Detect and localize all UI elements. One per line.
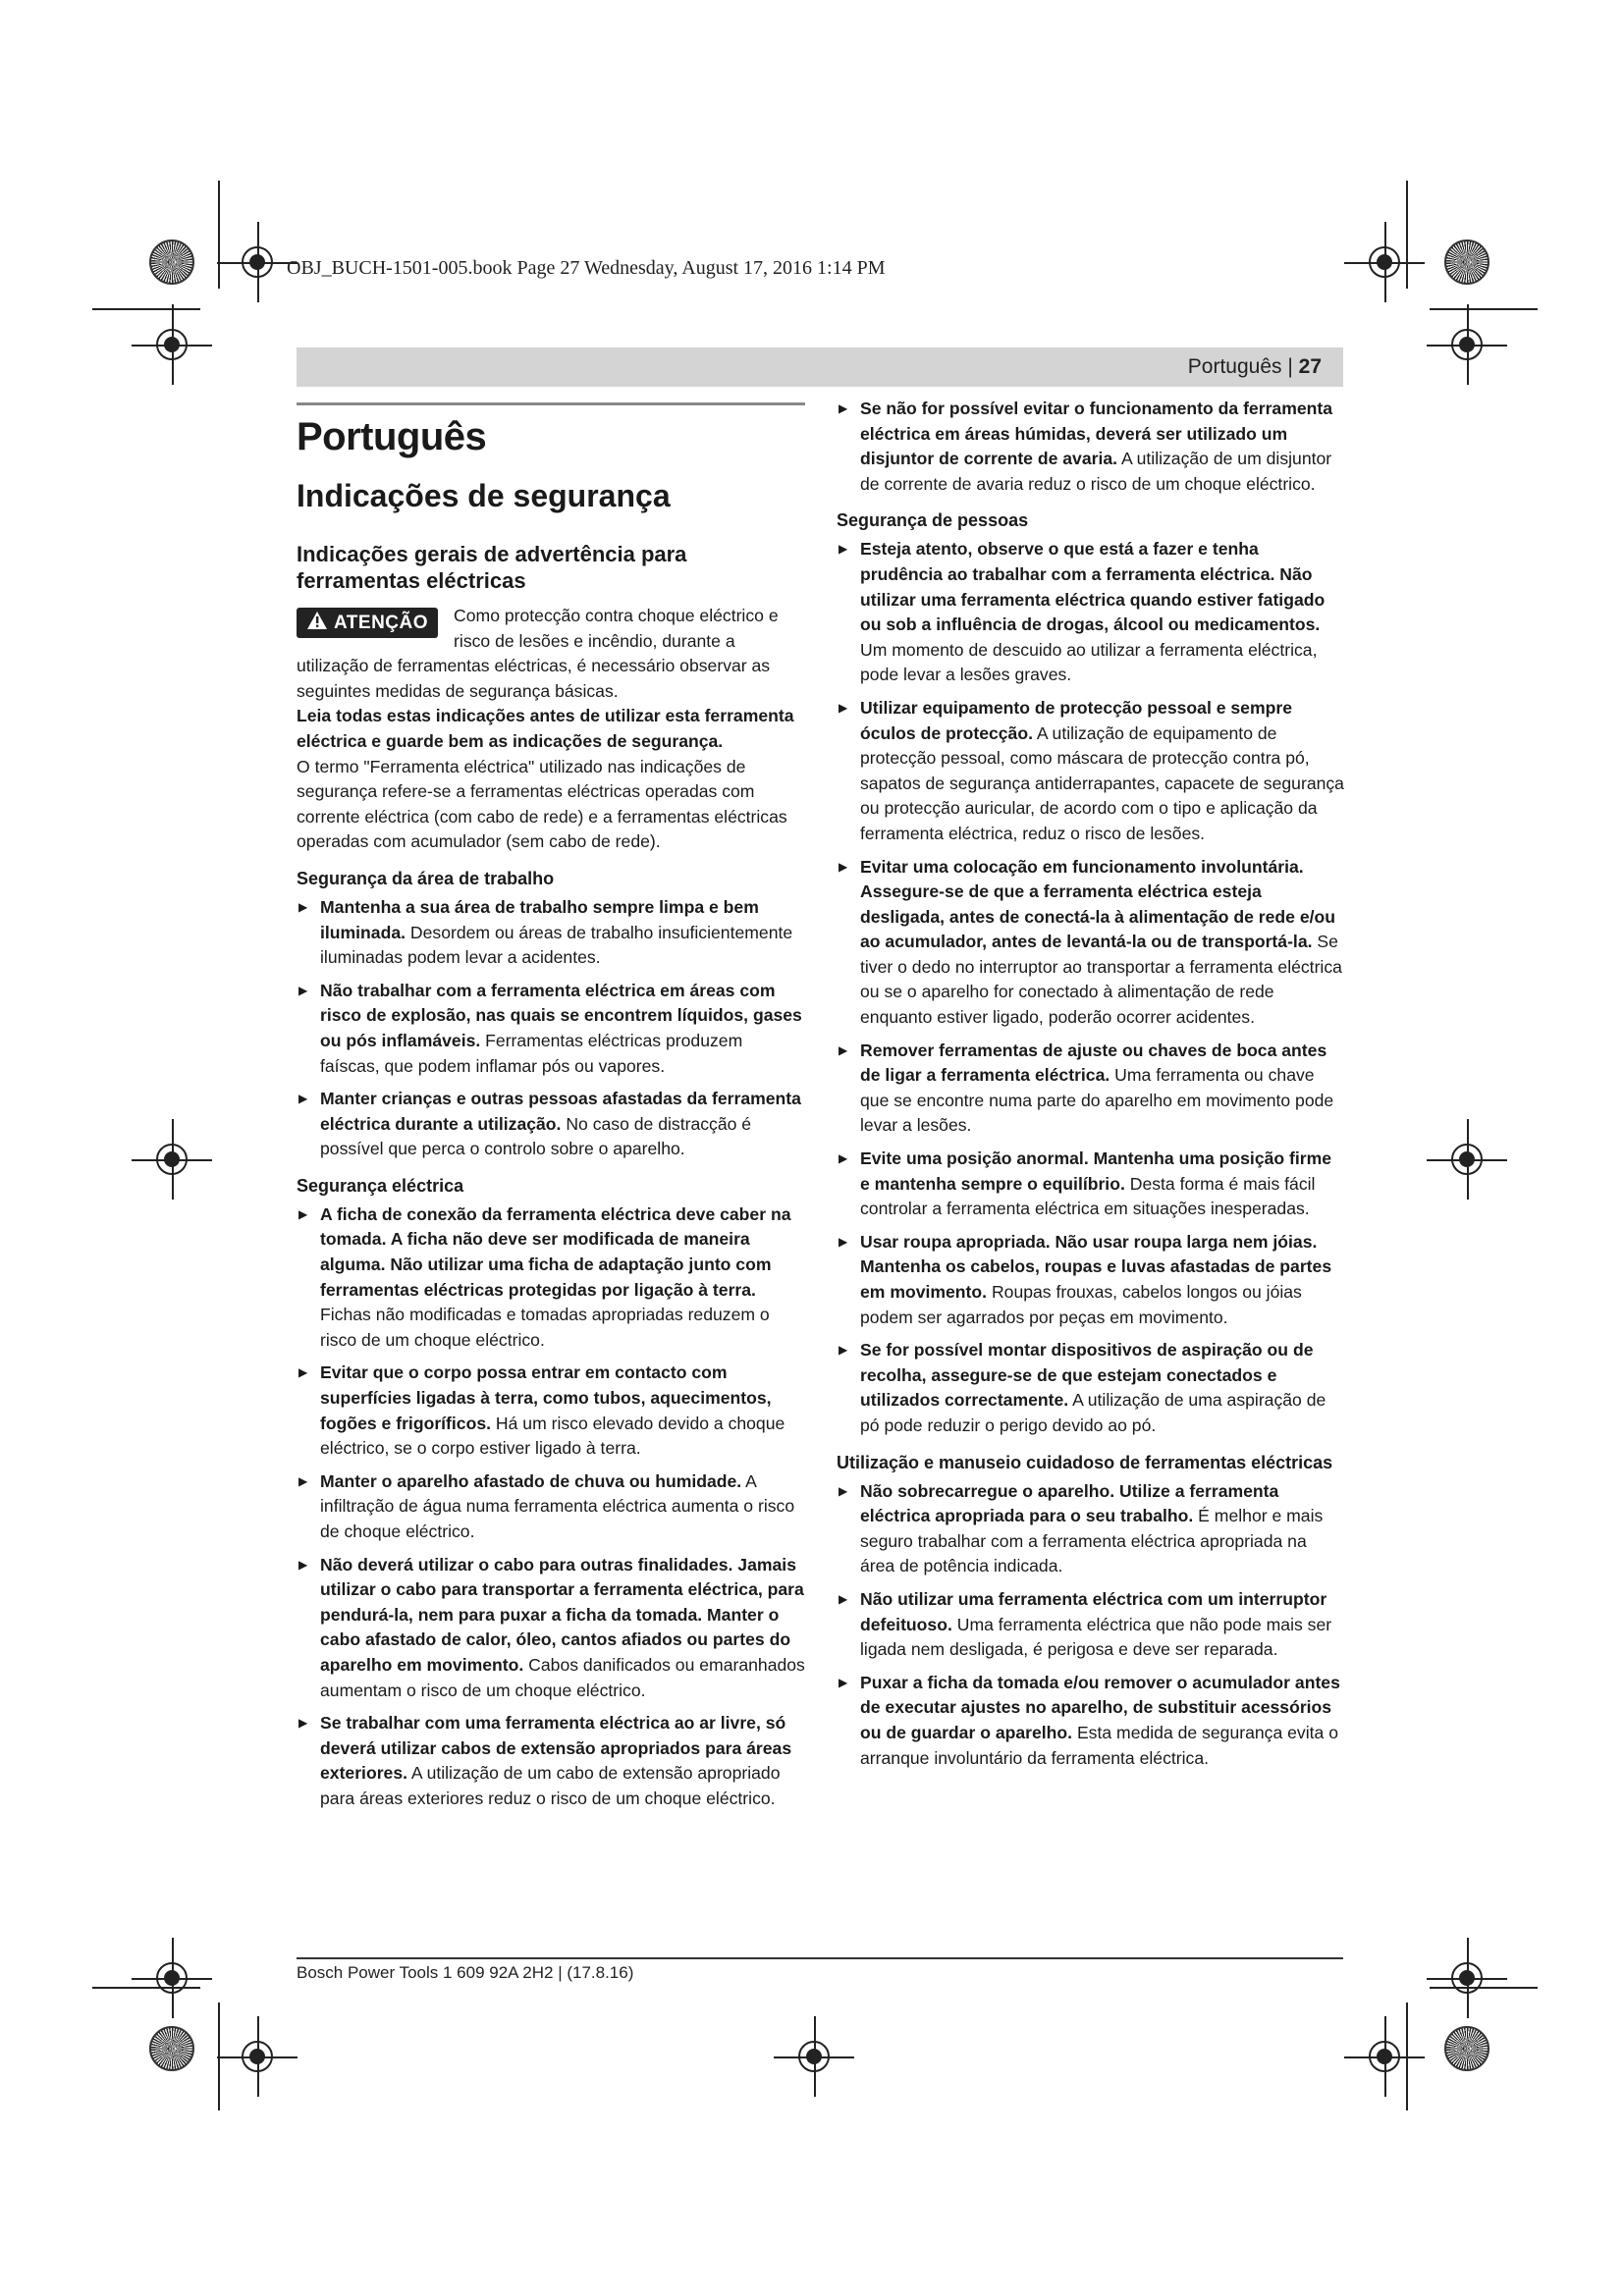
crop-line [218, 181, 220, 289]
list-tool-use [837, 1479, 1345, 1772]
crosshair-mark [145, 318, 198, 371]
crosshair-mark [1358, 236, 1411, 289]
crop-line [92, 308, 200, 310]
list-electrical [297, 1202, 805, 1812]
section-title: Indicações de segurança [297, 478, 671, 513]
list-item: ▶ Utilizar equipamento de protecção pessoal e sempre óculos de protecção. A utilização de equipamento de protecção pessoal, como máscara de protecção contra pó, sapatos de segurança antiderrapantes, capacete de segurança ou protecção auricular, de acordo com o tipo e aplicação da ferramenta eléctrica, reduz o risco de lesões. [837, 696, 1345, 847]
warning-block [297, 604, 805, 704]
lead-text: O termo "Ferramenta eléctrica" utilizado nas indicações de segurança refere-se a ferramentas eléctricas operadas com corrente eléctrica (com cabo de rede) e a ferramentas eléctricas operadas com acumulador (sem cabo de rede). [297, 756, 787, 852]
list-item: ▶ Manter crianças e outras pessoas afastadas da ferramenta eléctrica durante a utilização. No caso de distracção é possível que perca o controlo sobre o aparelho. [297, 1087, 805, 1162]
subsection-title: Indicações gerais de advertência para ferramentas eléctricas [297, 542, 687, 593]
registration-mark-bottom-right [1444, 2026, 1489, 2071]
crosshair-mark [1440, 1133, 1493, 1186]
heading-people: Segurança de pessoas [837, 510, 1029, 531]
list-item: ▶ Manter o aparelho afastado de chuva ou humidade. A infiltração de água numa ferramenta eléctrica aumenta o risco de choque eléctrico. [297, 1469, 805, 1545]
crop-line [218, 2002, 220, 2110]
page-footer: Bosch Power Tools 1 609 92A 2H2 | (17.8.16) [297, 1963, 634, 1982]
crosshair-mark [1440, 1951, 1493, 2004]
crop-line [1406, 2002, 1408, 2110]
heading-work-area: Segurança da área de trabalho [297, 868, 555, 888]
list-item: ▶ Esteja atento, observe o que está a fazer e tenha prudência ao trabalhar com a ferramenta eléctrica. Não utilizar uma ferramenta eléctrica quando estiver fatigado ou sob a influência de drogas, álcool ou medicamentos. Um momento de descuido ao utilizar a ferramenta eléctrica, pode levar a lesões graves. [837, 537, 1345, 688]
list-item: ▶ Não deverá utilizar o cabo para outras finalidades. Jamais utilizar o cabo para transportar a ferramenta eléctrica, para pendurá-la, nem para puxar a ficha da tomada. Manter o cabo afastado de calor, óleo, cantos afiados ou partes do aparelho em movimento. Cabos danificados ou emaranhados aumentam o risco de um choque eléctrico. [297, 1553, 805, 1704]
print-slug: OBJ_BUCH-1501-005.book Page 27 Wednesday, August 17, 2016 1:14 PM [287, 257, 886, 279]
warning-badge [297, 608, 438, 638]
crosshair-mark [145, 1133, 198, 1186]
heading-electrical: Segurança eléctrica [297, 1175, 464, 1196]
warning-text: Como protecção contra choque eléctrico e risco de lesões e incêndio, durante a utilização de ferramentas eléctricas, é necessário observar as seguintes medidas de segurança básicas. [297, 606, 779, 701]
crosshair-mark [787, 2030, 840, 2083]
list-item: ▶ Se trabalhar com uma ferramenta eléctrica ao ar livre, só deverá utilizar cabos de extensão apropriados para áreas exteriores. A utilização de um cabo de extensão apropriado para áreas exteriores reduz o risco de um choque eléctrico. [297, 1711, 805, 1811]
warning-badge-label: ATENÇÃO [334, 613, 429, 633]
list-item: ▶ Se for possível montar dispositivos de aspiração ou de recolha, assegure-se de que estejam conectados e utilizados correctamente. A utilização de uma aspiração de pó pode reduzir o perigo devido ao pó. [837, 1338, 1345, 1438]
crop-line [1406, 181, 1408, 289]
header-language: Português [1187, 355, 1282, 378]
list-item: ▶ Usar roupa apropriada. Não usar roupa larga nem jóias. Mantenha os cabelos, roupas e luvas afastadas de partes em movimento. Roupas frouxas, cabelos longos ou jóias podem ser agarrados por peças em movimento. [837, 1230, 1345, 1330]
list-item: ▶ Puxar a ficha da tomada e/ou remover o acumulador antes de executar ajustes no aparelho, de substituir acessórios ou de guardar o aparelho. Esta medida de segurança evita o arranque involuntário da ferramenta eléctrica. [837, 1671, 1345, 1771]
list-people [837, 537, 1345, 1438]
list-electrical-cont [837, 397, 1345, 497]
header-text [1188, 355, 1322, 379]
warning-triangle-icon [306, 611, 328, 630]
list-work-area [297, 895, 805, 1162]
heading-tool-use: Utilização e manuseio cuidadoso de ferramentas eléctricas [837, 1452, 1333, 1472]
registration-mark-bottom-left [149, 2026, 194, 2071]
crosshair-mark [231, 2030, 284, 2083]
crosshair-mark [1440, 318, 1493, 371]
list-item: ▶ Evitar que o corpo possa entrar em contacto com superfícies ligadas à terra, como tubos, aquecimentos, fogões e frigoríficos. Há um risco elevado devido a choque eléctrico, se o corpo estiver ligado à terra. [297, 1361, 805, 1461]
language-title: Português [297, 415, 487, 458]
list-item: ▶ Se não for possível evitar o funcionamento da ferramenta eléctrica em áreas húmidas, deverá ser utilizado um disjuntor de corrente de avaria. A utilização de um disjuntor de corrente de avaria reduz o risco de um choque eléctrico. [837, 397, 1345, 497]
section-rule [297, 402, 805, 405]
page-header [297, 347, 1343, 387]
registration-mark-top-left [149, 240, 194, 285]
header-separator: | [1281, 355, 1299, 378]
crop-line [92, 1987, 200, 1989]
list-item: ▶ Não trabalhar com a ferramenta eléctrica em áreas com risco de explosão, nas quais se encontrem líquidos, gases ou pós inflamáveis. Ferramentas eléctricas produzem faíscas, que podem inflamar pós ou vapores. [297, 979, 805, 1079]
list-item: ▶ Não sobrecarregue o aparelho. Utilize a ferramenta eléctrica apropriada para o seu trabalho. É melhor e mais seguro trabalhar com a ferramenta eléctrica apropriada na área de potência indicada. [837, 1479, 1345, 1579]
crop-line [1430, 1987, 1538, 1989]
crosshair-mark [145, 1951, 198, 2004]
list-item: ▶ Evitar uma colocação em funcionamento involuntária. Assegure-se de que a ferramenta eléctrica esteja desligada, antes de conectá-la à alimentação de rede e/ou ao acumulador, antes de levantá-la ou de transportá-la. Se tiver o dedo no interruptor ao transportar a ferramenta eléctrica ou se o aparelho for conectado à alimentação de rede enquanto estiver ligado, poderão ocorrer acidentes. [837, 855, 1345, 1031]
crop-line [1430, 308, 1538, 310]
list-item: ▶ Evite uma posição anormal. Mantenha uma posição firme e mantenha sempre o equilíbrio. Desta forma é mais fácil controlar a ferramenta eléctrica em situações inesperadas. [837, 1147, 1345, 1222]
list-item: ▶ Não utilizar uma ferramenta eléctrica com um interruptor defeituoso. Uma ferramenta eléctrica que não pode mais ser ligada nem desligada, é perigosa e deve ser reparada. [837, 1587, 1345, 1663]
right-column [837, 397, 1345, 1779]
crosshair-mark [1358, 2030, 1411, 2083]
page-number: 27 [1298, 355, 1322, 378]
left-column [297, 397, 805, 1820]
list-item: ▶ Mantenha a sua área de trabalho sempre limpa e bem iluminada. Desordem ou áreas de trabalho insuficientemente iluminadas podem levar a acidentes. [297, 895, 805, 971]
registration-mark-top-right [1444, 240, 1489, 285]
crosshair-mark [231, 236, 284, 289]
list-item: ▶ Remover ferramentas de ajuste ou chaves de boca antes de ligar a ferramenta eléctrica. Uma ferramenta ou chave que se encontre numa parte do aparelho em movimento pode levar a lesões. [837, 1039, 1345, 1139]
footer-rule [297, 1957, 1343, 1959]
lead-bold: Leia todas estas indicações antes de utilizar esta ferramenta eléctrica e guarde bem as indicações de segurança. [297, 706, 794, 751]
list-item: ▶ A ficha de conexão da ferramenta eléctrica deve caber na tomada. A ficha não deve ser modificada de maneira alguma. Não utilizar uma ficha de adaptação junto com ferramentas eléctricas protegidas por ligação à terra. Fichas não modificadas e tomadas apropriadas reduzem o risco de um choque eléctrico. [297, 1202, 805, 1354]
